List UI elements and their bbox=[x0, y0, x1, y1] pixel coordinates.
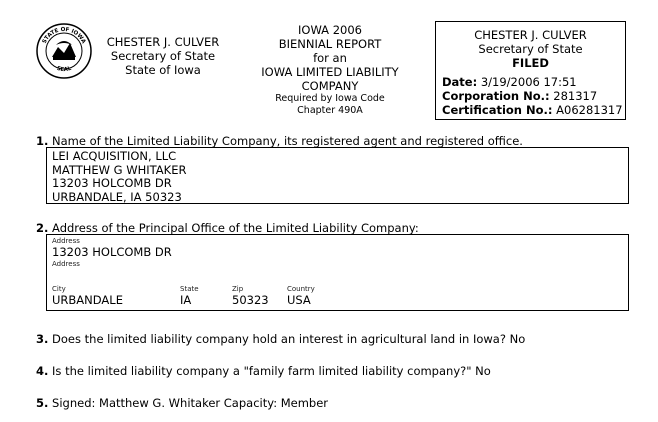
question-2: 2. Address of the Principal Office of the Limited Liability Company: bbox=[36, 221, 419, 235]
question-3-text: Does the limited liability company hold an interest in agricultural land in Iowa? No bbox=[52, 332, 526, 346]
state-seal-icon bbox=[36, 23, 92, 79]
filing-cert-row: Certification No.: A06281317 bbox=[442, 103, 623, 117]
filing-cert-no: A06281317 bbox=[556, 103, 623, 117]
filing-secretary-title: Secretary of State bbox=[478, 42, 583, 56]
city-label: City bbox=[52, 285, 66, 293]
question-1: 1. Name of the Limited Liability Company, its registered agent and registered office. bbox=[36, 134, 523, 148]
report-title-block bbox=[250, 23, 410, 117]
zip-label: Zip bbox=[232, 285, 244, 293]
office-city-state-zip: URBANDALE, IA 50323 bbox=[52, 189, 182, 204]
seal-text-bottom: SEAL bbox=[55, 65, 73, 74]
filing-stamp bbox=[435, 21, 626, 120]
seal-text: STATE OF IOWA bbox=[41, 26, 87, 45]
question-3: 3. Does the limited liability company hold an interest in agricultural land in Iowa? No bbox=[36, 332, 526, 346]
principal-office-box bbox=[46, 234, 629, 311]
filing-status: FILED bbox=[512, 56, 549, 70]
filing-date: 3/19/2006 17:51 bbox=[480, 75, 577, 89]
report-company: COMPANY bbox=[301, 79, 359, 93]
city-value: URBANDALE bbox=[52, 293, 123, 307]
state-value: IA bbox=[180, 293, 192, 307]
zip-value: 50323 bbox=[232, 293, 269, 307]
secretary-state: State of Iowa bbox=[125, 63, 201, 77]
question-2-text: Address of the Principal Office of the Limited Liability Company: bbox=[52, 221, 419, 235]
filing-corp-row: Corporation No.: 281317 bbox=[442, 89, 598, 103]
secretary-name: CHESTER J. CULVER bbox=[106, 35, 220, 49]
question-4: 4. Is the limited liability company a "family farm limited liability company?" No bbox=[36, 364, 491, 378]
office-street: 13203 HOLCOMB DR bbox=[52, 176, 172, 190]
address-value: 13203 HOLCOMB DR bbox=[52, 245, 172, 259]
question-4-text: Is the limited liability company a "family farm limited liability company?" No bbox=[52, 364, 491, 378]
registered-agent-box bbox=[46, 147, 629, 204]
country-value: USA bbox=[287, 293, 311, 307]
secretary-title: Secretary of State bbox=[110, 49, 216, 63]
question-5: 5. Signed: Matthew G. Whitaker Capacity: Member bbox=[36, 396, 329, 410]
report-for: for an bbox=[313, 51, 347, 65]
state-label: State bbox=[180, 285, 199, 293]
company-name: LEI ACQUISITION, LLC bbox=[52, 149, 177, 163]
question-1-text: Name of the Limited Liability Company, its registered agent and registered office. bbox=[52, 134, 523, 148]
signature-line: Signed: Matthew G. Whitaker Capacity: Member bbox=[52, 396, 329, 410]
filing-date-row: Date: 3/19/2006 17:51 bbox=[442, 75, 577, 89]
report-type: BIENNIAL REPORT bbox=[278, 37, 382, 51]
report-year: IOWA 2006 bbox=[298, 23, 362, 37]
agent-name: MATTHEW G WHITAKER bbox=[52, 162, 187, 177]
filing-corp-no: 281317 bbox=[553, 89, 598, 103]
country-label: Country bbox=[287, 285, 315, 293]
address-label: Address bbox=[52, 237, 80, 245]
report-code: Required by Iowa Code bbox=[275, 93, 385, 104]
secretary-header bbox=[96, 35, 230, 77]
report-chapter: Chapter 490A bbox=[297, 105, 363, 116]
address2-label: Address bbox=[52, 260, 80, 268]
report-entity: IOWA LIMITED LIABILITY bbox=[261, 65, 399, 79]
filing-secretary-name: CHESTER J. CULVER bbox=[474, 28, 587, 42]
